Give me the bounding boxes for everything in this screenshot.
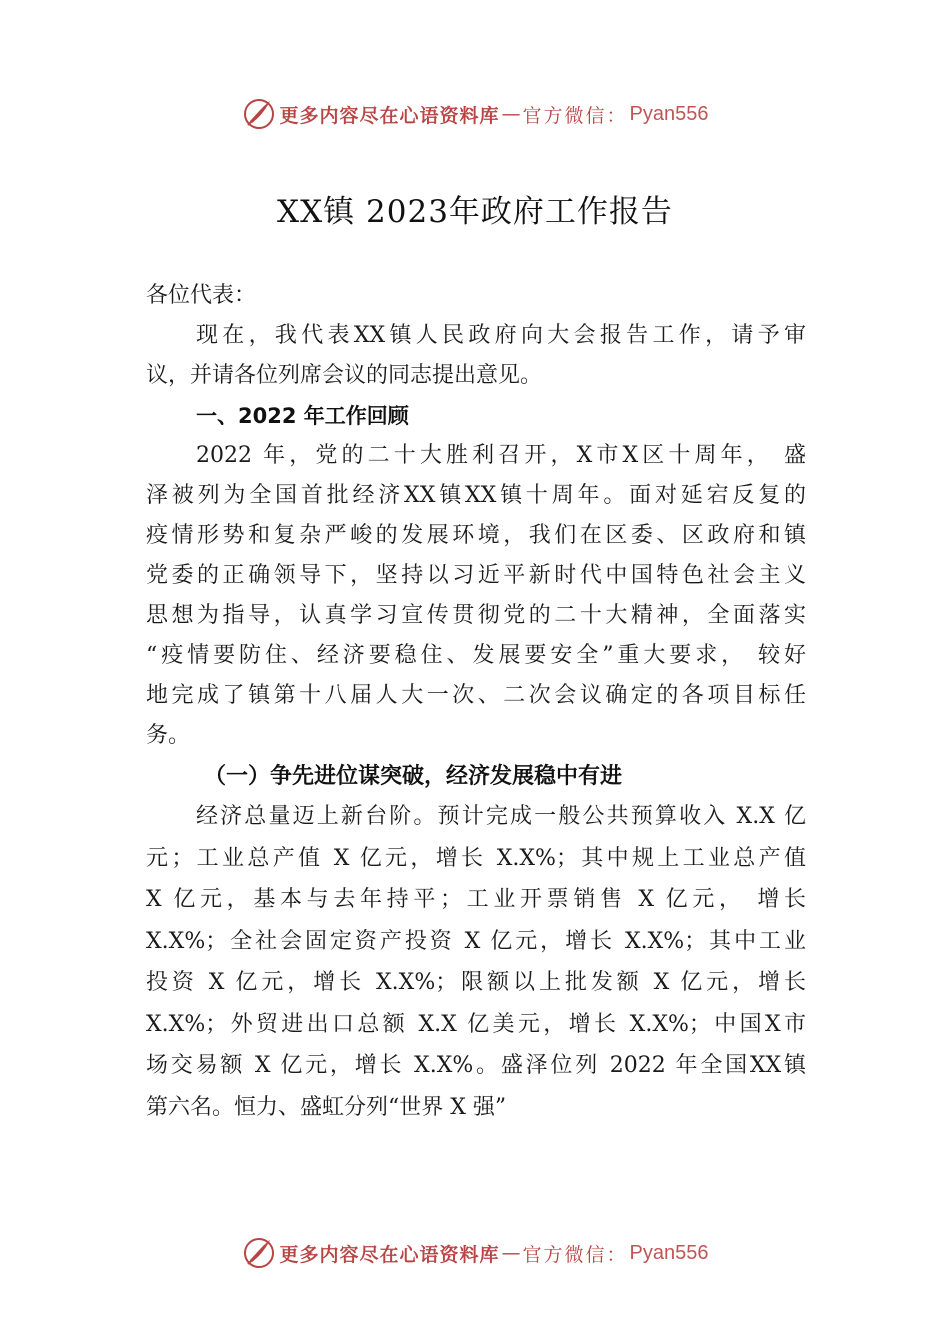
paragraph-line: X.X%；外贸进出口总额 X.X 亿美元，增长 X.X%；中国X市	[146, 1011, 806, 1037]
watermark-dash: —	[501, 1242, 521, 1264]
intro-line: 现在，我代表XX镇人民政府向大会报告工作，请予审	[196, 323, 806, 348]
paragraph-line: 地完成了镇第十八届人大一次、二次会议确定的各项目标任	[146, 683, 806, 708]
paragraph-line: 经济总量迈上新台阶。预计完成一般公共预算收入 X.X 亿	[196, 804, 806, 829]
watermark-wechat-label: 官方微信：	[522, 104, 628, 127]
paragraph-line: 投资 X 亿元，增长 X.X%；限额以上批发额 X 亿元，增长	[146, 970, 806, 995]
watermark-footer	[0, 1233, 950, 1273]
watermark-wechat-id: Pyan556	[629, 1241, 709, 1264]
quill-logo-icon	[242, 97, 276, 131]
paragraph-line: 元；工业总产值 X 亿元，增长 X.X%；其中规上工业总产值	[146, 845, 806, 871]
watermark-wechat-id: Pyan556	[629, 102, 709, 125]
paragraph-line: 2022 年，党的二十大胜利召开，X市X区十周年， 盛	[196, 443, 806, 468]
paragraph-line: 场交易额 X 亿元，增长 X.X%。盛泽位列 2022 年全国XX镇	[146, 1053, 806, 1078]
watermark-dash: —	[501, 103, 521, 125]
document-body	[146, 276, 806, 1128]
paragraph-line: “疫情要防住、经济要稳住、发展要安全”重大要求， 较好	[146, 643, 806, 668]
watermark-text: 更多内容尽在心语资料库	[279, 1243, 500, 1266]
section-heading: 一、2022 年工作回顾	[196, 404, 409, 428]
watermark-header	[0, 94, 950, 134]
economy-paragraph	[146, 796, 806, 1128]
paragraph-line: X 亿元，基本与去年持平；工业开票销售 X 亿元， 增长	[146, 887, 806, 912]
quill-logo-icon	[242, 1236, 276, 1270]
paragraph-line: 第六名。恒力、盛虹分列“世界 X 强”	[146, 1094, 507, 1120]
watermark-wechat-label: 官方微信：	[522, 1243, 628, 1266]
paragraph-line: 泽被列为全国首批经济XX镇XX镇十周年。面对延宕反复的	[146, 483, 806, 508]
intro-line: 议，并请各位列席会议的同志提出意见。	[146, 363, 543, 388]
paragraph-line: 疫情形势和复杂严峻的发展环境，我们在区委、区政府和镇	[146, 523, 806, 548]
paragraph-line: 党委的正确领导下，坚持以习近平新时代中国特色社会主义	[146, 563, 806, 588]
watermark-text: 更多内容尽在心语资料库	[279, 104, 500, 127]
paragraph-line: 务。	[146, 723, 191, 748]
salutation: 各位代表：	[146, 283, 257, 308]
paragraph-line: X.X%；全社会固定资产投资 X 亿元，增长 X.X%；其中工业	[146, 928, 806, 954]
subsection-heading: （一）争先进位谋突破，经济发展稳中有进	[204, 763, 623, 789]
document-title: XX镇 2023年政府工作报告	[277, 194, 673, 230]
paragraph-line: 思想为指导，认真学习宣传贯彻党的二十大精神，全面落实	[146, 603, 806, 628]
